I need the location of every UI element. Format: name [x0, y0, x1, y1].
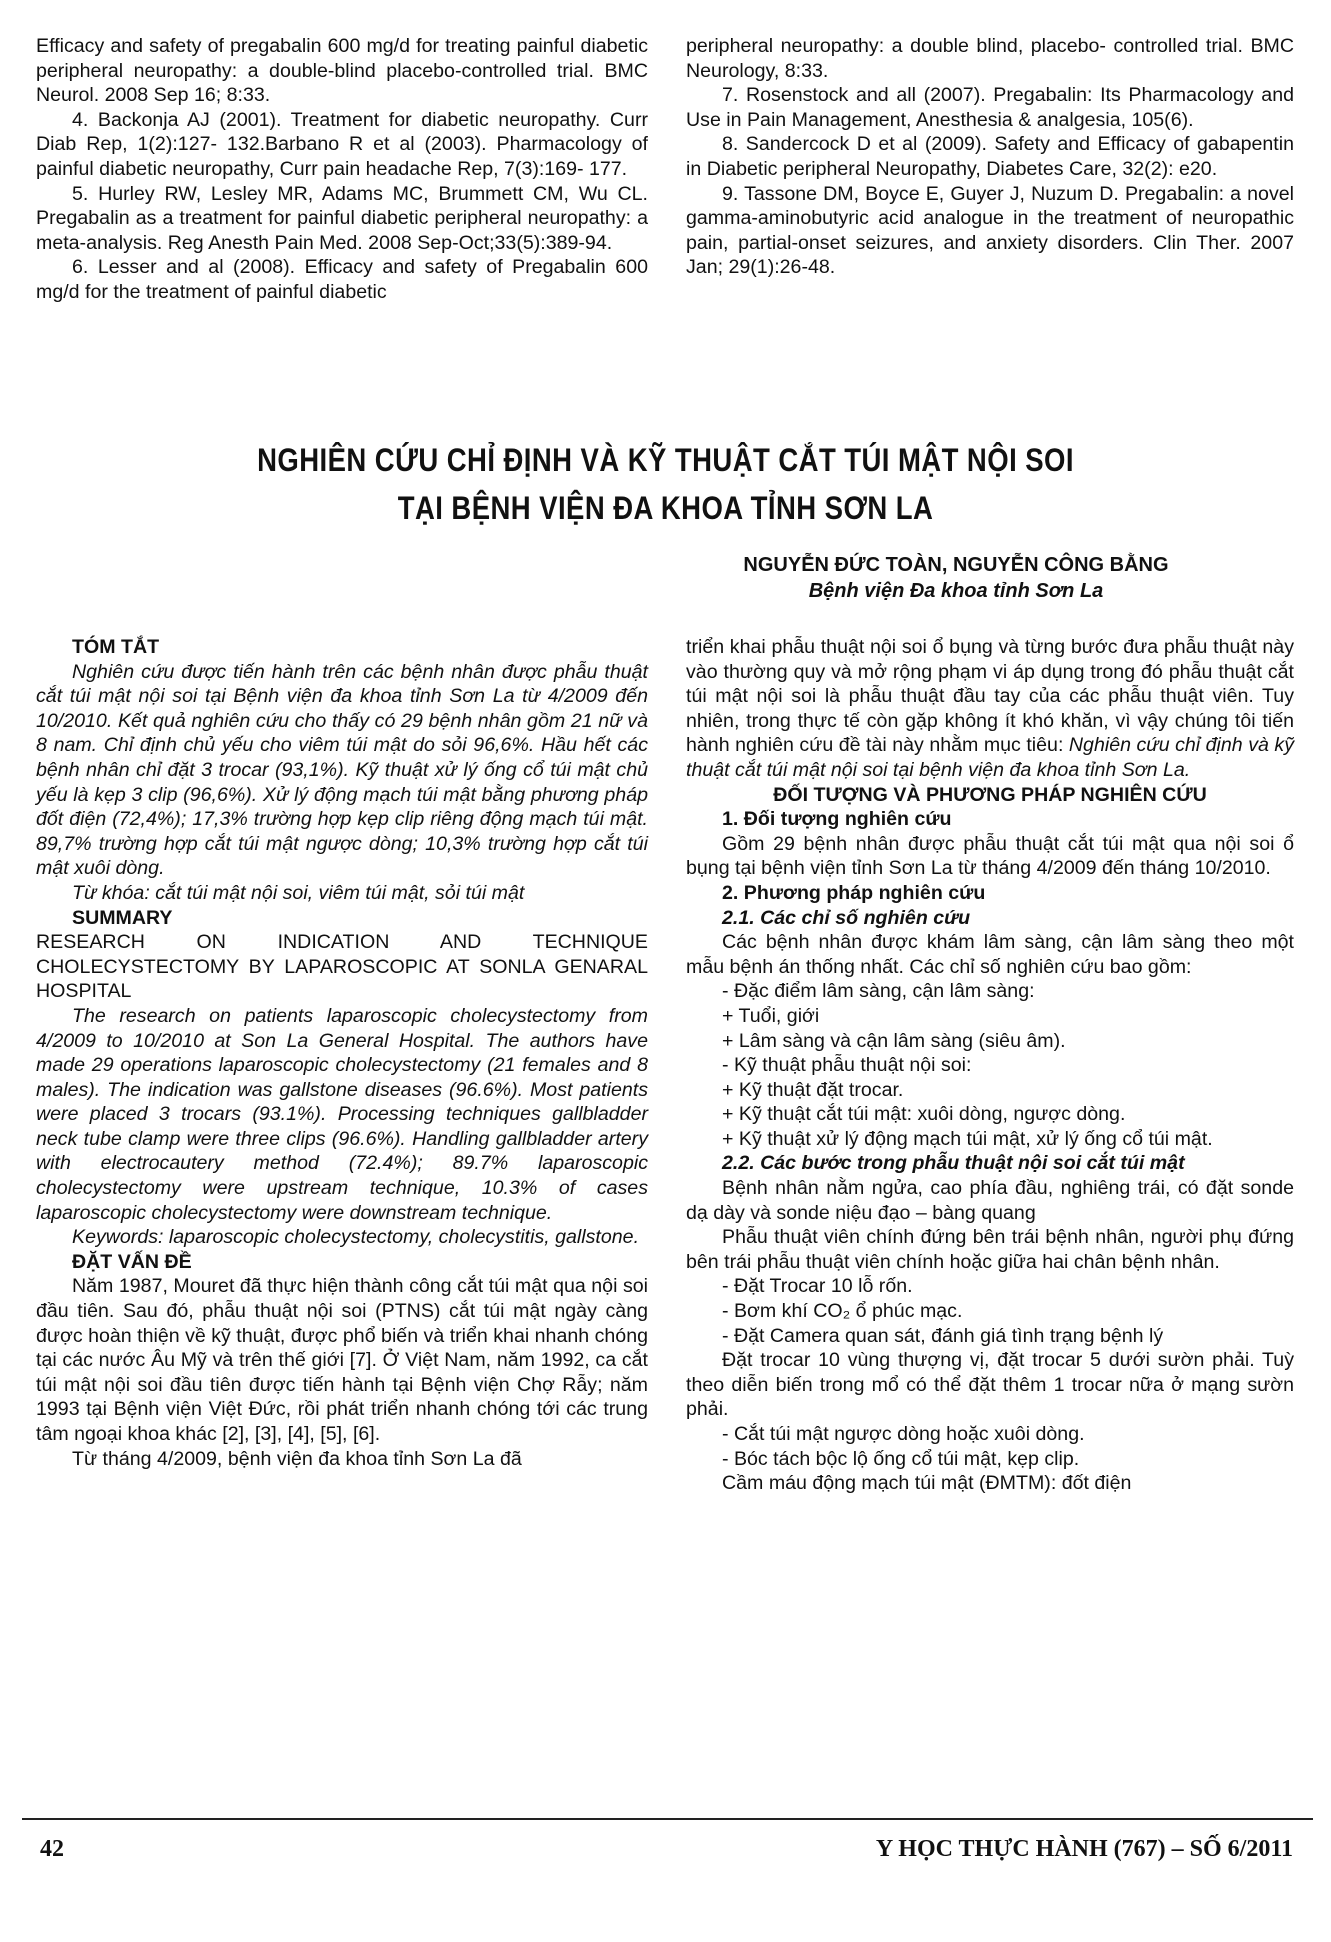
introduction-text: triển khai phẫu thuật nội soi ổ bụng và từng bước đưa phẫu thuật này vào thường quy và mở rộng phạm vi áp dụng trong đó phẫu thuật cắt túi mật nội soi là phẫu thuật đầu tay của các phẫu thuật viên. Tuy nhiên, trong thực tế còn gặp không ít khó khăn, vì vậy chúng tôi tiến hành nghiên cứu đề tài này nhằm mục tiêu:	[686, 636, 1294, 757]
reference-item: Efficacy and safety of pregabalin 600 mg/d for treating painful diabetic peripheral neuropathy: a double-blind placebo-controlled trial. BMC Neurol. 2008 Sep 16; 8:33.	[36, 35, 648, 107]
procedure-paragraph: Bệnh nhân nằm ngửa, cao phía đầu, nghiêng trái, có đặt sonde dạ dày và sonde niệu đạo – bàng quang	[686, 1177, 1294, 1224]
list-item: - Đặc điểm lâm sàng, cận lâm sàng:	[722, 980, 1035, 1003]
reference-item: peripheral neuropathy: a double blind, placebo- controlled trial. BMC Neurology, 8:33.	[686, 35, 1294, 82]
list-item: + Tuổi, giới	[722, 1004, 820, 1027]
list-item: - Bơm khí CO₂ ổ phúc mạc.	[722, 1300, 963, 1323]
study-aim: Nghiên cứu chỉ định và kỹ thuật cắt túi mật nội soi tại bệnh viện đa khoa tỉnh Sơn La.	[686, 734, 1294, 781]
reference-item: 8. Sandercock D et al (2009). Safety and Efficacy of gabapentin in Diabetic peripheral Neuropathy, Diabetes Care, 32(2): e20.	[686, 133, 1294, 180]
reference-item: 9. Tassone DM, Boyce E, Guyer J, Nuzum D. Pregabalin: a novel gamma-aminobutyric acid analogue in the treatment of neuropathic pain, partial-onset seizures, and anxiety disorders. Clin Ther. 2007 Jan; 29(1):26-48.	[686, 182, 1294, 279]
article-title-line1: NGHIÊN CỨU CHỈ ĐỊNH VÀ KỸ THUẬT CẮT TÚI MẬT NỘI SOI	[257, 442, 1074, 478]
reference-item: 6. Lesser and al (2008). Efficacy and safety of Pregabalin 600 mg/d for the treatment of painful diabetic	[36, 256, 648, 303]
page-number: 42	[40, 1836, 64, 1862]
list-item: + Kỹ thuật cắt túi mật: xuôi dòng, ngược dòng.	[722, 1103, 1126, 1126]
list-item: + Kỹ thuật đặt trocar.	[722, 1078, 904, 1101]
introduction-paragraph: Năm 1987, Mouret đã thực hiện thành công cắt túi mật qua nội soi đầu tiên. Sau đó, phẫu thuật nội soi (PTNS) cắt túi mật ngày càng được hoàn thiện về kỹ thuật, được phổ biến và triển khai nhanh chóng tại các nước Âu Mỹ và trên thế giới [7]. Ở Việt Nam, năm 1992, ca cắt túi mật nội soi đầu tiên được tiến hành tại Bệnh viện Chợ Rẫy; năm 1993 tại Bệnh viện Việt Đức, rồi phát triển nhanh chóng tới các trung tâm ngoại khoa khác [2], [3], [4], [5], [6].	[36, 1275, 648, 1445]
footer-divider	[22, 1818, 1313, 1820]
references-right-column	[686, 34, 1294, 280]
list-item: - Kỹ thuật phẫu thuật nội soi:	[722, 1054, 972, 1077]
introduction-paragraph: Từ tháng 4/2009, bệnh viện đa khoa tỉnh Sơn La đã	[72, 1447, 522, 1470]
list-item: + Kỹ thuật xử lý động mạch túi mật, xử lý ống cổ túi mật.	[722, 1127, 1213, 1150]
subsection-text: Gồm 29 bệnh nhân được phẫu thuật cắt túi mật qua nội soi ổ bụng tại bệnh viện tỉnh Sơn La từ tháng 4/2009 đến tháng 10/2010.	[686, 832, 1294, 880]
references-left-column	[36, 34, 648, 305]
article-title-line2: TẠI BỆNH VIỆN ĐA KHOA TỈNH SƠN LA	[397, 490, 934, 526]
introduction-heading: ĐẶT VẤN ĐỀ	[72, 1250, 192, 1273]
list-item: + Lâm sàng và cận lâm sàng (siêu âm).	[722, 1029, 1066, 1052]
keywords-en: Keywords: laparoscopic cholecystectomy, cholecystitis, gallstone.	[72, 1226, 640, 1249]
summary-text: The research on patients laparoscopic cholecystectomy from 4/2009 to 10/2010 at Son La General Hospital. The authors have made 29 operations laparoscopic cholecystectomy (21 females and 8 males). The indication was gallstone diseases (96.6%). Most patients were placed 3 trocars (93.1%). Processing techniques gallbladder neck tube clamp were three clips (96.6%). Handling gallbladder artery with electrocautery method (72.4%); 89.7% laparoscopic cholecystectomy were upstream technique, 10.3% of cases laparoscopic cholecystectomy were downstream technique.	[36, 1004, 648, 1224]
list-item: - Cắt túi mật ngược dòng hoặc xuôi dòng.	[722, 1423, 1085, 1445]
list-item: - Đặt Camera quan sát, đánh giá tình trạng bệnh lý	[722, 1324, 1164, 1347]
methods-heading: ĐỐI TƯỢNG VÀ PHƯƠNG PHÁP NGHIÊN CỨU	[773, 783, 1207, 806]
procedure-paragraph: Phẫu thuật viên chính đứng bên trái bệnh nhân, người phụ đứng bên trái phẫu thuật viên chính hoặc giữa hai chân bệnh nhân.	[686, 1226, 1294, 1273]
journal-footer: Y HỌC THỰC HÀNH (767) – SỐ 6/2011	[875, 1836, 1293, 1862]
procedure-paragraph: Đặt trocar 10 vùng thượng vị, đặt trocar 5 dưới sườn phải. Tuỳ theo diễn biến trong mổ có thể đặt thêm 1 trocar nữa ở mạng sườn phải.	[686, 1349, 1294, 1421]
subsection-heading: 2.1. Các chỉ số nghiên cứu	[722, 906, 971, 929]
reference-item: 5. Hurley RW, Lesley MR, Adams MC, Brummett CM, Wu CL. Pregabalin as a treatment for painful diabetic peripheral neuropathy: a meta-analysis. Reg Anesth Pain Med. 2008 Sep-Oct;33(5):389-94.	[36, 182, 648, 254]
keywords-vi: Từ khóa: cắt túi mật nội soi, viêm túi mật, sỏi túi mật	[72, 881, 525, 904]
list-item: - Đặt Trocar 10 lỗ rốn.	[722, 1275, 913, 1298]
author-affiliation: Bệnh viện Đa khoa tỉnh Sơn La	[808, 580, 1104, 602]
summary-heading: SUMMARY	[72, 906, 173, 929]
procedure-paragraph: Cầm máu động mạch túi mật (ĐMTM): đốt điện	[722, 1472, 1132, 1495]
reference-item: 4. Backonja AJ (2001). Treatment for diabetic neuropathy. Curr Diab Rep, 1(2):127- 132.Barbano R et al (2003). Pharmacology of painful diabetic neuropathy, Curr pain headache Rep, 7(3):169- 177.	[36, 108, 648, 180]
subsection-heading: 2. Phương pháp nghiên cứu	[722, 881, 986, 904]
subsection-heading: 2.2. Các bước trong phẫu thuật nội soi cắt túi mật	[722, 1152, 1185, 1175]
left-body-column	[36, 635, 648, 1471]
abstract-heading: TÓM TẮT	[72, 636, 160, 658]
reference-item: 7. Rosenstock and all (2007). Pregabalin: Its Pharmacology and Use in Pain Management, Anesthesia & analgesia, 105(6).	[686, 84, 1294, 131]
author-block	[686, 552, 1226, 604]
subsection-text: Các bệnh nhân được khám lâm sàng, cận lâm sàng theo một mẫu bệnh án thống nhất. Các chỉ số nghiên cứu bao gồm:	[686, 931, 1294, 978]
introduction-continued	[686, 635, 1294, 783]
right-body-column	[686, 635, 1294, 1496]
summary-title: RESEARCH ON INDICATION AND TECHNIQUE CHOLECYSTECTOMY BY LAPAROSCOPIC AT SONLA GENARAL HOSPITAL	[36, 931, 648, 1003]
article-title	[93, 436, 1238, 532]
abstract-text: Nghiên cứu được tiến hành trên các bệnh nhân được phẫu thuật cắt túi mật nội soi tại Bệnh viện đa khoa tỉnh Sơn La từ 4/2009 đến 10/2010. Kết quả nghiên cứu cho thấy có 29 bệnh nhân gồm 21 nữ và 8 nam. Chỉ định chủ yếu cho viêm túi mật do sỏi 96,6%. Hầu hết các bệnh nhân chỉ đặt 3 trocar (93,1%). Kỹ thuật xử lý ống cổ túi mật chủ yếu là kẹp 3 clip (96,6%). Xử lý động mạch túi mật bằng phương pháp đốt điện (72,4%); 17,3% trường hợp kẹp clip riêng động mạch túi mật. 89,7% trường hợp cắt túi mật ngược dòng; 10,3% trường hợp cắt túi mật xuôi dòng.	[36, 660, 648, 880]
author-names: NGUYỄN ĐỨC TOÀN, NGUYỄN CÔNG BẰNG	[743, 554, 1169, 576]
list-item: - Bóc tách bộc lộ ống cổ túi mật, kẹp clip.	[722, 1447, 1080, 1470]
subsection-heading: 1. Đối tượng nghiên cứu	[722, 808, 952, 831]
